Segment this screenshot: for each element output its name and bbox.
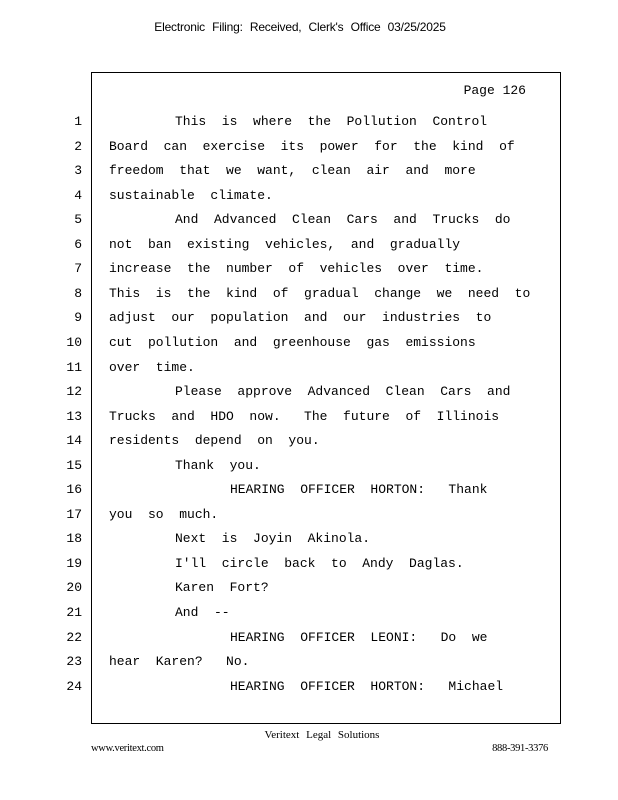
transcript-line	[0, 210, 618, 230]
filing-header: Electronic Filing: Received, Clerk's Office 03/25/2025	[154, 20, 446, 34]
line-text: Please approve Advanced Clean Cars and	[175, 384, 511, 400]
line-text: increase the number of vehicles over time.	[109, 261, 484, 277]
transcript-line	[0, 382, 618, 402]
transcript-line	[0, 333, 618, 353]
line-text: And Advanced Clean Cars and Trucks do	[175, 212, 511, 228]
line-number: 20	[66, 580, 82, 596]
line-text: Board can exercise its power for the kind of	[109, 138, 515, 154]
transcript-line	[0, 505, 618, 525]
line-number: 14	[66, 433, 82, 449]
transcript-line	[0, 529, 618, 549]
footer-website: www.veritext.com	[91, 743, 164, 754]
transcript-line	[0, 407, 618, 427]
line-text: hear Karen? No.	[109, 654, 250, 670]
line-number: 11	[66, 359, 82, 375]
transcript-line	[0, 578, 618, 598]
line-text: Karen Fort?	[175, 580, 269, 596]
line-number: 13	[66, 408, 82, 424]
transcript-line	[0, 259, 618, 279]
line-text: cut pollution and greenhouse gas emissions	[109, 334, 476, 350]
line-number: 7	[74, 261, 82, 277]
line-text: you so much.	[109, 506, 219, 522]
line-text: Trucks and HDO now. The future of Illinois	[109, 408, 500, 424]
line-number: 23	[66, 654, 82, 670]
line-number: 4	[74, 187, 82, 203]
line-text: freedom that we want, clean air and more	[109, 163, 476, 179]
transcript-line	[0, 554, 618, 574]
line-number: 2	[74, 138, 82, 154]
line-number: 16	[66, 482, 82, 498]
transcript-line	[0, 480, 618, 500]
line-number: 15	[66, 457, 82, 473]
transcript-line	[0, 186, 618, 206]
line-number: 3	[74, 163, 82, 179]
transcript-line	[0, 308, 618, 328]
line-number: 9	[74, 310, 82, 326]
line-number: 21	[66, 605, 82, 620]
line-text: This is where the Pollution Control	[175, 114, 488, 129]
line-text: sustainable climate.	[109, 187, 273, 203]
line-text: residents depend on you.	[109, 433, 320, 449]
line-text: Next is Joyin Akinola.	[175, 531, 371, 547]
transcript-line	[0, 284, 618, 304]
line-number: 10	[66, 334, 82, 350]
line-number: 19	[66, 555, 82, 571]
line-text: over time.	[109, 359, 195, 375]
line-number: 12	[66, 384, 82, 400]
transcript-line	[0, 677, 618, 697]
line-number: 8	[74, 285, 82, 301]
transcript-line	[0, 161, 618, 181]
line-text: HEARING OFFICER HORTON: Thank	[230, 482, 488, 498]
line-text: I'll circle back to Andy Daglas.	[175, 555, 464, 571]
transcript-line	[0, 137, 618, 157]
transcript-line	[0, 603, 618, 623]
transcript-line	[0, 235, 618, 255]
line-text: not ban existing vehicles, and gradually	[109, 236, 461, 252]
line-number: 24	[66, 678, 82, 694]
line-number: 17	[66, 506, 82, 522]
transcript-line	[0, 431, 618, 451]
page-number: Page 126	[463, 83, 526, 98]
line-text: And --	[175, 605, 230, 620]
line-text: Thank you.	[175, 457, 261, 473]
line-number: 22	[66, 629, 82, 645]
line-number: 18	[66, 531, 82, 547]
line-text: HEARING OFFICER HORTON: Michael	[230, 678, 504, 694]
line-number: 6	[74, 236, 82, 252]
footer-phone: 888-391-3376	[492, 743, 548, 754]
line-number: 5	[74, 212, 82, 228]
line-text: HEARING OFFICER LEONI: Do we	[230, 629, 488, 645]
line-text: adjust our population and our industries to	[109, 310, 492, 326]
footer-company: Veritext Legal Solutions	[264, 729, 380, 741]
line-number: 1	[74, 114, 82, 129]
transcript-line	[0, 112, 618, 132]
transcript-line	[0, 652, 618, 672]
transcript-line	[0, 358, 618, 378]
line-text: This is the kind of gradual change we need to	[109, 285, 531, 301]
transcript-line	[0, 456, 618, 476]
transcript-line	[0, 628, 618, 648]
